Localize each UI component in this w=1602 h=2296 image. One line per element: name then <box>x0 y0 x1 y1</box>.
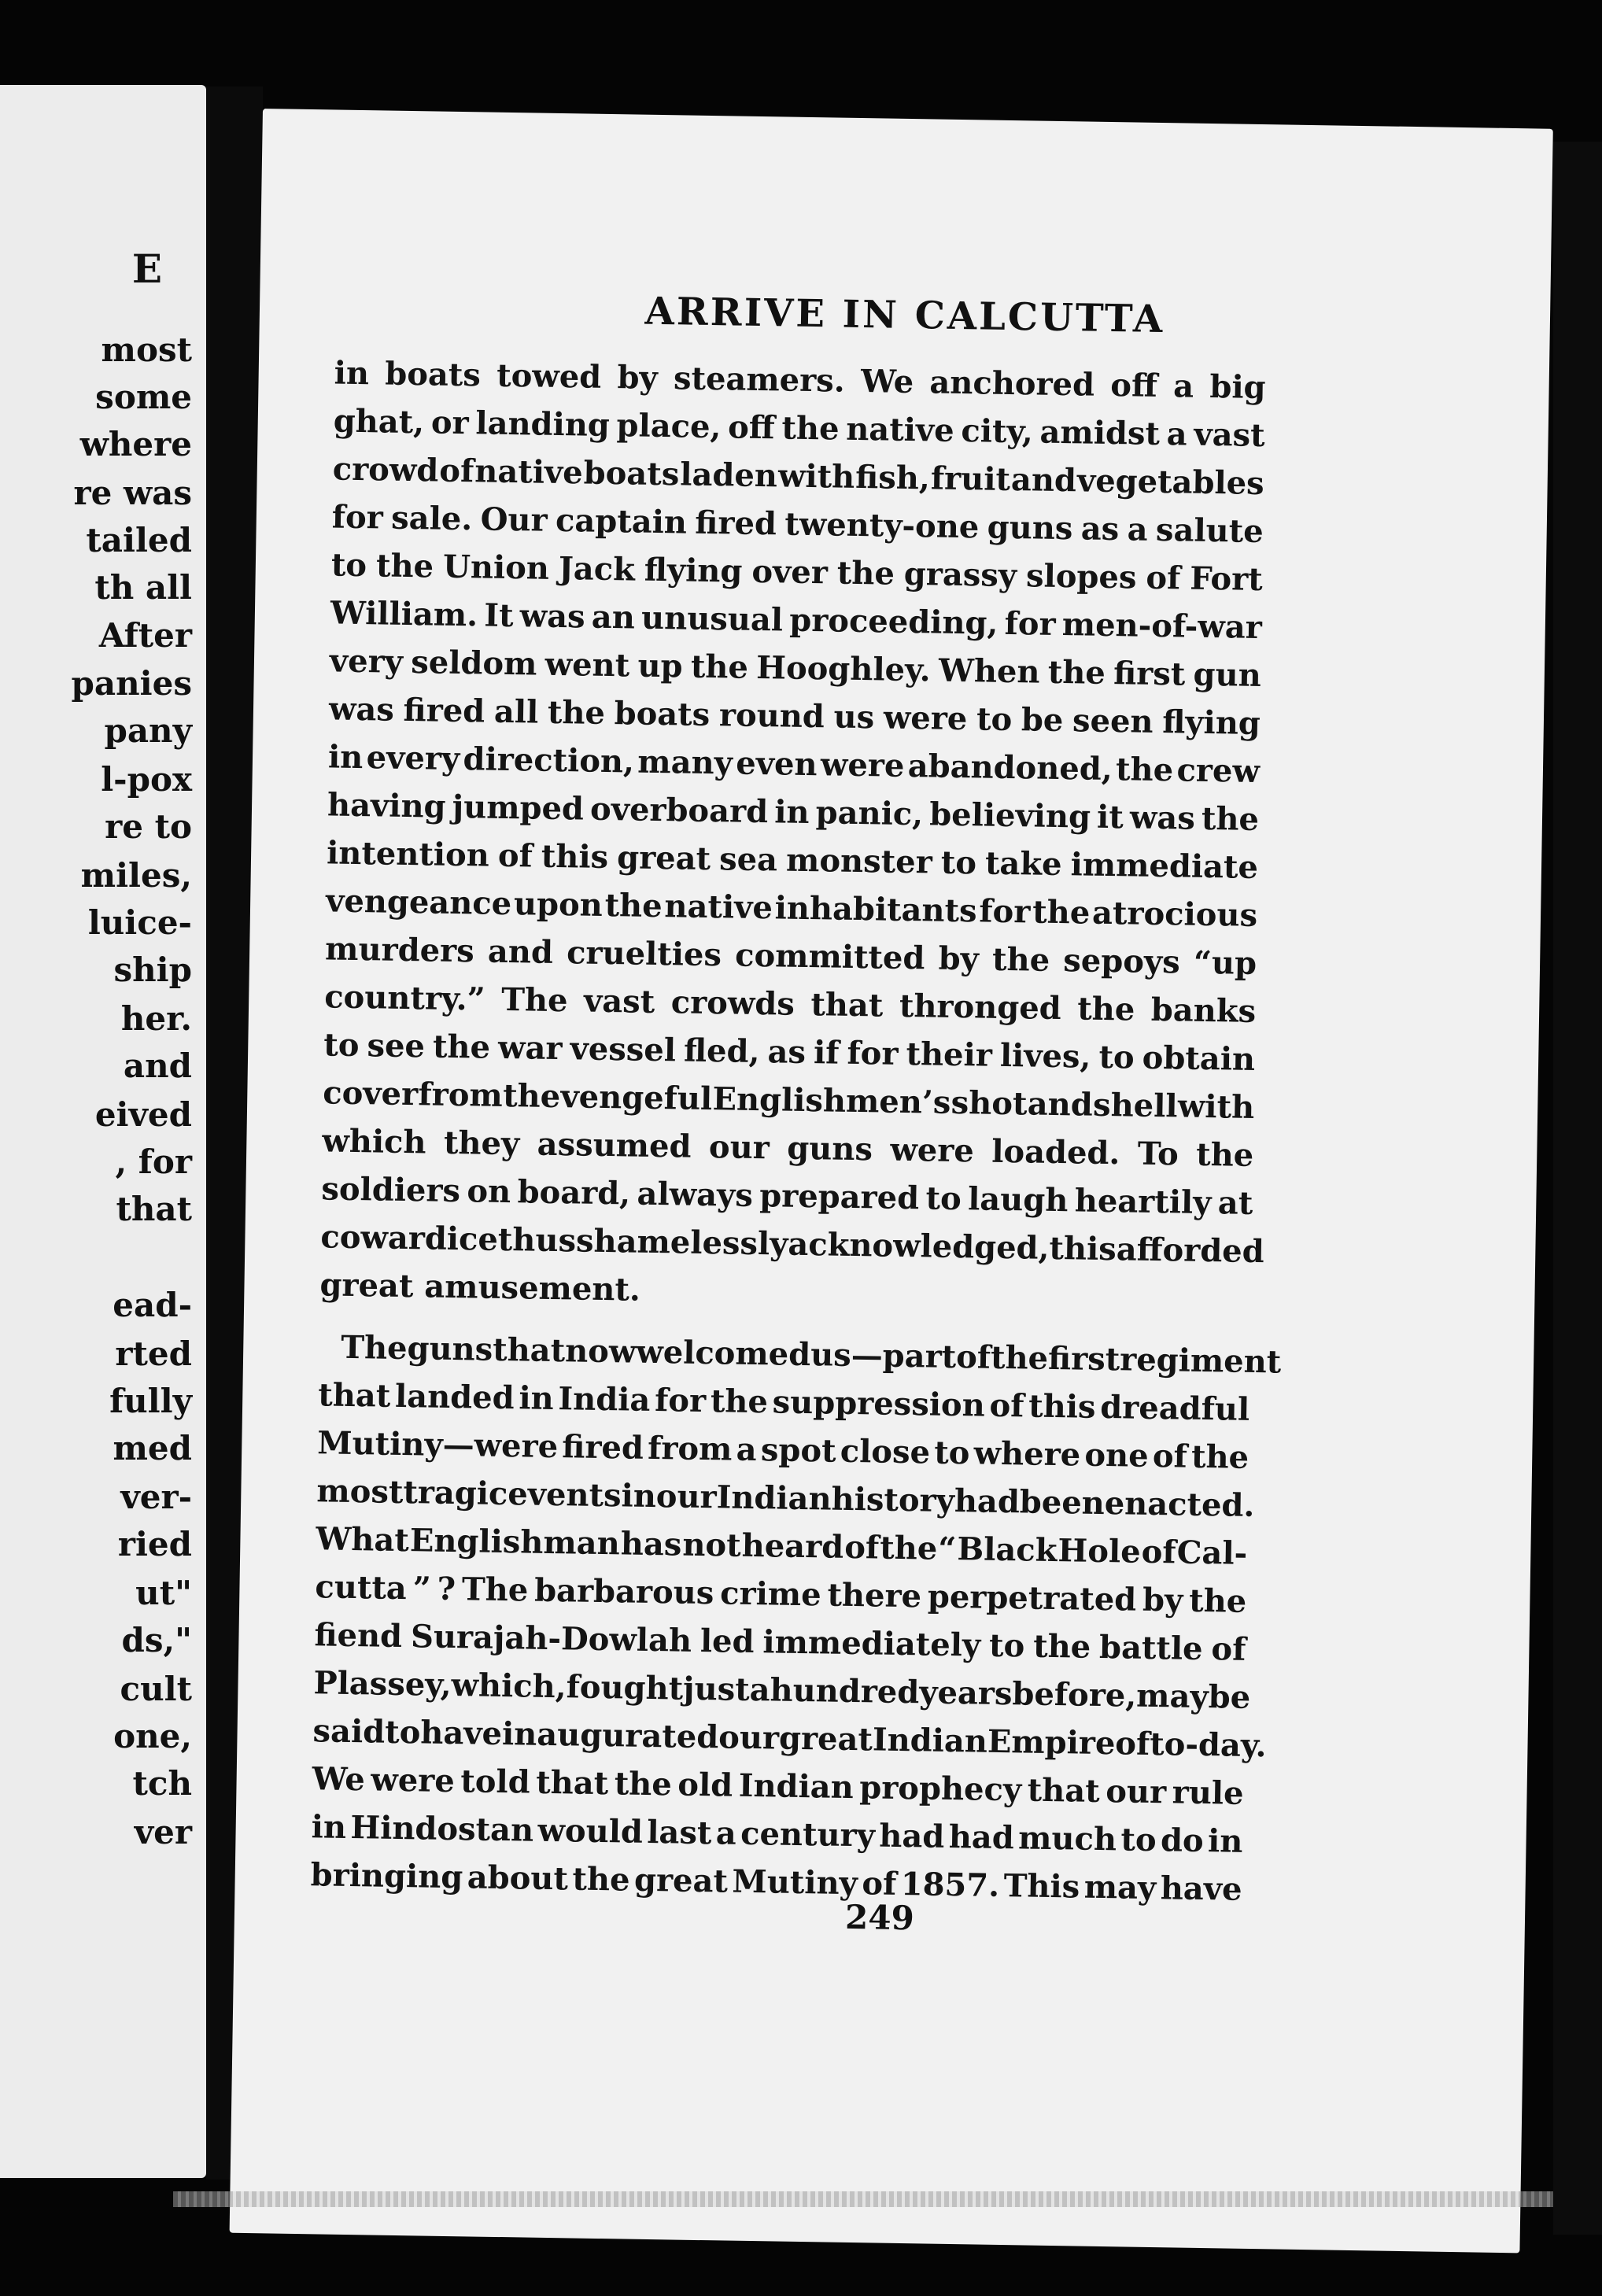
left-page-line: re to <box>105 807 192 846</box>
text-line: What Englishman has not heard of the “ Black Hole of Cal- <box>316 1520 1248 1572</box>
left-page-line: rted <box>115 1334 192 1373</box>
left-page-line: miles, <box>80 856 192 895</box>
left-page-line: that <box>116 1190 192 1228</box>
left-page-line: one, <box>113 1717 192 1755</box>
page-number: 249 <box>844 1897 915 1938</box>
left-page-line: ver <box>134 1813 192 1851</box>
left-page-line: re was <box>73 474 192 512</box>
left-page-line: tch <box>132 1764 192 1803</box>
text-line: country.” The vast crowds that thronged the banks <box>323 978 1257 1030</box>
text-line: fiend Surajah-Dowlah led immediately to the battle of <box>314 1616 1246 1668</box>
left-page-line: ds," <box>121 1621 192 1659</box>
left-page-line: panies <box>71 664 192 703</box>
text-line: Mutiny—were fired from a spot close to where one of the <box>317 1424 1249 1476</box>
text-line: bringing about the great Mutiny of 1857. This may have <box>310 1856 1242 1908</box>
left-page-line: ead- <box>113 1286 192 1324</box>
left-page-line: l-pox <box>101 760 192 799</box>
text-line: to the Union Jack flying over the grassy slopes of Fort <box>330 546 1264 599</box>
paragraph-2 <box>310 1323 1282 1914</box>
text-line: having jumped overboard in panic, believing it was the <box>327 786 1260 838</box>
left-page-line: her. <box>120 999 192 1038</box>
left-page-line: ut" <box>135 1574 192 1612</box>
left-page-line: ried <box>117 1525 192 1563</box>
page-edge-bottom <box>173 2191 1571 2207</box>
left-page-line: ver- <box>120 1478 192 1516</box>
text-line: vengeance upon the native inhabitants for the atrocious <box>325 882 1258 934</box>
left-page-line: ship <box>113 951 192 989</box>
text-line: murders and cruelties committed by the sepoys “up <box>324 930 1257 982</box>
left-page-line: luice- <box>87 903 192 942</box>
text-line: cutta ” ? The barbarous crime there perpetrated by the <box>315 1568 1247 1620</box>
text-line: William. It was an unusual proceeding, for men-of-war <box>330 594 1263 647</box>
text-line: crowd of native boats laden with fish, fruit and vegetables <box>332 450 1265 503</box>
left-page-line: where <box>79 425 192 463</box>
text-line: soldiers on board, always prepared to laugh heartily at <box>321 1170 1253 1222</box>
right-page <box>230 109 1553 2253</box>
text-line: intention of this great sea monster to take immediate <box>326 834 1259 886</box>
left-page-line: cult <box>120 1670 192 1708</box>
page-body <box>310 349 1282 1913</box>
running-header: ARRIVE IN CALCUTTA <box>644 289 1165 342</box>
left-page-line: most <box>101 330 192 369</box>
text-line: that landed in India for the suppression of this dreadful <box>317 1376 1250 1428</box>
text-line: was fired all the boats round us were to be seen flying <box>328 690 1261 743</box>
left-page-line: med <box>113 1429 192 1467</box>
left-page-line: fully <box>109 1382 192 1420</box>
text-line: great amusement. <box>319 1266 641 1309</box>
text-line: which they assumed our guns were loaded. To the <box>322 1122 1254 1174</box>
text-line: cover from the vengeful Englishmen’s shot and shell with <box>322 1074 1255 1126</box>
text-line: Plassey, which, fought just a hundred years before, may be <box>313 1664 1251 1716</box>
left-page-line: tailed <box>86 521 192 559</box>
book-edge-right <box>1553 142 1602 2235</box>
text-line: said to have inaugurated our great Indian Empire of to-day. <box>312 1712 1267 1765</box>
left-page <box>0 85 206 2178</box>
text-line: to see the war vessel fled, as if for their lives, to obtain <box>323 1026 1256 1078</box>
left-page-line: E <box>131 245 162 292</box>
left-page-line: , for <box>115 1142 192 1181</box>
text-line: most tragic events in our Indian history had been enacted. <box>316 1472 1255 1525</box>
left-page-line: eived <box>94 1095 192 1134</box>
text-line: cowardice thus shamelessly acknowledged, this afforded <box>320 1218 1265 1271</box>
left-page-line: After <box>98 616 192 655</box>
text-line: in Hindostan would last a century had had much to do in <box>311 1808 1243 1860</box>
paragraph-1 <box>319 349 1266 1323</box>
left-page-line: and <box>123 1046 192 1085</box>
text-line: in boats towed by steamers. We anchored off a big <box>334 354 1266 407</box>
text-line: ghat, or landing place, off the native city, amidst a vast <box>333 402 1265 455</box>
text-line: We were told that the old Indian prophecy that our rule <box>312 1760 1244 1812</box>
left-page-line: th all <box>94 568 192 607</box>
left-page-line: pany <box>104 711 192 750</box>
left-page-line: some <box>95 378 192 416</box>
text-line: very seldom went up the Hooghley. When the first gun <box>329 642 1262 695</box>
text-line: The guns that now welcomed us—part of the first regiment <box>340 1328 1282 1381</box>
text-line: for sale. Our captain fired twenty-one guns as a salute <box>331 498 1264 551</box>
text-line: in every direction, many even were abandoned, the crew <box>327 738 1261 790</box>
